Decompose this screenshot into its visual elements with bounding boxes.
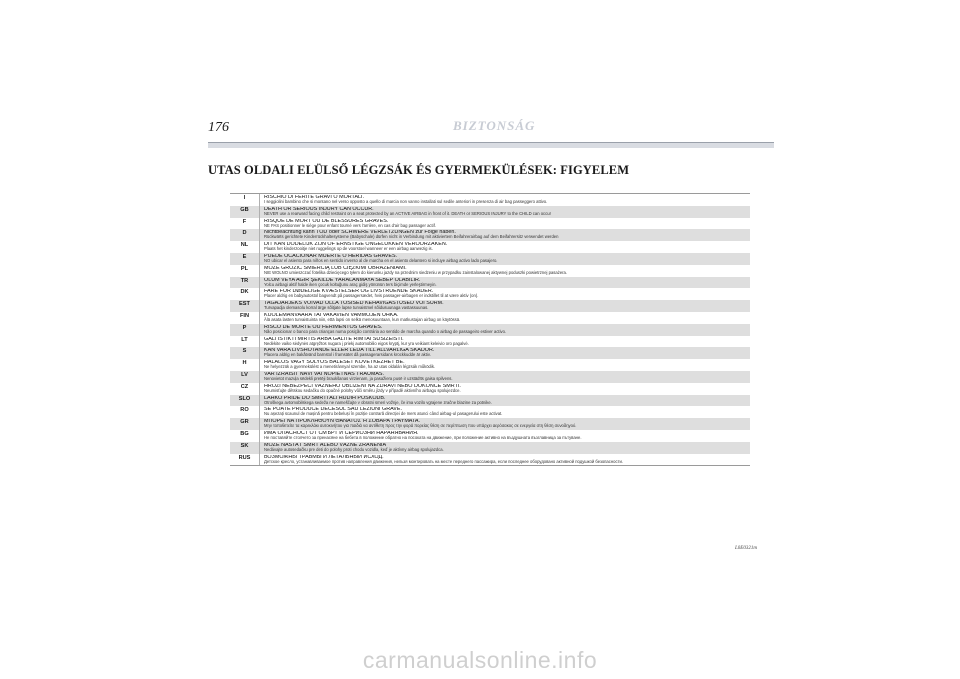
warning-text bbox=[260, 312, 750, 324]
warning-row bbox=[230, 206, 750, 218]
warning-row bbox=[230, 454, 750, 466]
warning-row bbox=[230, 324, 750, 336]
warning-title: ИМА ОПАСНОСТ ОТ СМЪРТ И СЕРИОЗНИ НАРАНЯВАНИЯ. bbox=[264, 430, 419, 436]
warning-detail: NE PAS positionner le siège pour enfant tourné vers l'arrière, en cas d'air bag passager actif. bbox=[264, 222, 436, 228]
page-number: 176 bbox=[208, 120, 229, 135]
language-code: F bbox=[230, 218, 260, 230]
language-code: LT bbox=[230, 336, 260, 348]
warning-title: GALI IŠTIKTI MIRTIS ARBA GALITE RIMTAI SUSIŽEISTI. bbox=[264, 336, 404, 342]
warning-title: HALÁLOS VAGY SÚLYOS BALESET KÖVETKEZHET BE. bbox=[264, 360, 405, 366]
language-code: RO bbox=[230, 406, 260, 418]
warning-detail: Μην τοποθετείτε τα καρεκλάκι αυτοκινήτου για παιδιά να αντίθετη προς την φορά πορείας θέση σε περίπτωση που υπάρχει αερόσακος σε ενεργεία στη θέση συνοδηγού. bbox=[264, 423, 577, 429]
warning-text bbox=[260, 430, 750, 442]
warning-text bbox=[260, 371, 750, 383]
header-divider bbox=[208, 142, 774, 148]
airbag-warning-table bbox=[230, 193, 750, 466]
warning-text bbox=[260, 406, 750, 418]
warning-detail: Nedėkite vaiko sėdynės atgręžtos nugara į priekį automobilio eigos kryptį, kur yra veikiant keleivio oro pagalvė. bbox=[264, 340, 469, 346]
warning-row bbox=[230, 430, 750, 442]
warning-title: RISQUE DE MORT OU DE BLESSURES GRAVES. bbox=[264, 218, 389, 224]
warning-title: RISCO DE MORTE OU FERIMENTOS GRAVES. bbox=[264, 324, 383, 330]
warning-detail: Não posicionar o banco para crianças numa posição contrária ao sentido de marcha quando o airbag de passageiro estiver activo. bbox=[264, 328, 507, 334]
warning-title: PUEDE OCACIONAR MUERTE O HERIDAS GRAVES. bbox=[264, 253, 398, 259]
warning-title: FARE FOR DØDELIGE KVÆSTELSER OG LIVSTRUENDE SKADER. bbox=[264, 289, 434, 295]
warning-text bbox=[260, 288, 750, 300]
warning-row bbox=[230, 253, 750, 265]
language-code: SLO bbox=[230, 395, 260, 407]
warning-row bbox=[230, 241, 750, 253]
warning-text bbox=[260, 359, 750, 371]
warning-row bbox=[230, 265, 750, 277]
language-code: BG bbox=[230, 430, 260, 442]
language-code: PL bbox=[230, 265, 260, 277]
language-code: I bbox=[230, 194, 260, 206]
warning-row bbox=[230, 383, 750, 395]
warning-row bbox=[230, 359, 750, 371]
warning-text bbox=[260, 194, 750, 206]
warning-detail: Yolcu airbagi aktif halde iken çocuk koltuğunu araç gidiş yönünün ters biçimde yerleştirmeyin. bbox=[264, 281, 437, 287]
warning-title: RISCHIO DI FERITE GRAVI O MORTALI. bbox=[264, 195, 365, 200]
warning-detail: Не поставяйте столчето за пренасяне на бебета в положение обратно на посоката на движение, при положение активно на въздушната възглавница за пътуване. bbox=[264, 435, 582, 441]
warning-detail: Детское кресло, устанавливаемое против направления движения, нельзя монтировать на месте переднего пассажира, если последнее оборудовано активной подушкой безопасности. bbox=[264, 458, 624, 464]
warning-title: LAHKO PRIDE DO SMRTI ALI HUDIH POŠKODB. bbox=[264, 395, 386, 401]
language-code: CZ bbox=[230, 383, 260, 395]
warning-text bbox=[260, 418, 750, 430]
warning-text bbox=[260, 347, 750, 359]
language-code: FIN bbox=[230, 312, 260, 324]
warning-row bbox=[230, 347, 750, 359]
warning-text bbox=[260, 241, 750, 253]
warning-text bbox=[260, 336, 750, 348]
warning-detail: Nu așezați scaunul de mașină pentru bebeluși în poziție contrară direcției de mers atunci când airbag-ul pasagerului este activat. bbox=[264, 411, 503, 417]
language-code: EST bbox=[230, 300, 260, 312]
warning-text bbox=[260, 253, 750, 265]
warning-detail: NEVER use a rearward facing child restraint on a seat protected by an ACTIVE AIRBAG in front of it. DEATH or SERIOUS INJURY to the CHILD can occur bbox=[264, 210, 551, 216]
warning-detail: Otroškega avtomobilskega sedeža ne nameščajte v obratni smeri vožnje, če ima vozilo vgrajene zračne blazine za potnike. bbox=[264, 399, 492, 405]
page-heading: UTAS OLDALI ELÜLSŐ LÉGZSÁK ÉS GYERMEKÜLÉSEK: FIGYELEM bbox=[208, 163, 630, 177]
language-code: P bbox=[230, 324, 260, 336]
warning-row bbox=[230, 442, 750, 454]
warning-title: VAR IZRAISĪT NĀVI VAI NOPIETNAS TRAUMAS. bbox=[264, 371, 385, 377]
warning-title: KUOLEMANVAARA TAI VAKAVIEN VAMMOJEN UHKA. bbox=[264, 312, 399, 318]
warning-detail: Älä asata lasten turvaistuinta niin, että lapsi on selkä menosuuntaan, kun matkustajan airbag on käytössä. bbox=[264, 317, 461, 323]
warning-text bbox=[260, 265, 750, 277]
warning-title: Nichtbeachtung kann TOD oder SCHWERE VERLETZUNGEN zur Folge haben. bbox=[264, 230, 456, 236]
warning-row bbox=[230, 336, 750, 348]
language-code: D bbox=[230, 229, 260, 241]
warning-detail: Placera aldrig en bakåtvänd barnstol i framsätet då passagerarsidans krockkudde är aktiv. bbox=[264, 352, 431, 358]
warning-row bbox=[230, 371, 750, 383]
language-code: GB bbox=[230, 206, 260, 218]
language-code: H bbox=[230, 359, 260, 371]
language-code: E bbox=[230, 253, 260, 265]
warning-row bbox=[230, 194, 750, 206]
warning-title: MÔŽE NASTAŤ SMRŤ ALEBO VÁŽNE ZRANENIA bbox=[264, 442, 387, 448]
warning-text bbox=[260, 218, 750, 230]
warning-row bbox=[230, 300, 750, 312]
warning-row bbox=[230, 277, 750, 289]
warning-text bbox=[260, 324, 750, 336]
warning-title: MOŻE GROZIĆ ŚMIERCIĄ LUB CIĘŻKIMI OBRAŻENIAMI. bbox=[264, 265, 407, 271]
warning-text bbox=[260, 300, 750, 312]
language-code: NL bbox=[230, 241, 260, 253]
warning-title: SE POATE PRODUCE DECESUL SAU LEZIUNI GRAVE. bbox=[264, 407, 402, 413]
warning-row bbox=[230, 406, 750, 418]
warning-row bbox=[230, 312, 750, 324]
warning-text bbox=[260, 206, 750, 218]
language-code: SK bbox=[230, 442, 260, 454]
warning-detail: NO ubicar el asiento para niños en sentido inverso al de marcha en el asiento delantero si incluye airbag activo lado pasajero. bbox=[264, 258, 498, 264]
warning-detail: Ne helyezzük a gyermekülést a menetiránnyal szembe, ha az utas oldalán légzsák működik. bbox=[264, 364, 436, 370]
warning-row bbox=[230, 418, 750, 430]
section-title: BIZTONSÁG bbox=[453, 118, 536, 133]
warning-detail: Rückwärts gerichtete Kinderrückhaltesysteme (Babyschale) dürfen nicht in Verbindung mit aktiviertem Beifahrerairbag auf dem Beifahrersitz verwendet werden bbox=[264, 234, 559, 240]
warning-title: TAGAJÄRJEKS VÕIVAD OLLA TÕSISED KEHAVIGASTUSED VÕI SURM. bbox=[264, 301, 444, 307]
warning-detail: Nedávajte autosedačku pre deti do polohy proti chodu vozidla, keď je aktívny airbag spolujazdca. bbox=[264, 446, 444, 452]
warning-row bbox=[230, 218, 750, 230]
warning-title: KAN VARA LIVSHOTANDE ELLER LEDA TILL ALLVARLIGA SKADOR. bbox=[264, 348, 435, 354]
language-code: S bbox=[230, 347, 260, 359]
figure-code: L0E0321m bbox=[735, 546, 757, 551]
warning-title: ВОЗМОЖНЫ ТРАВМЫ И ЛЕТАЛЬНЫЙ ИСХОД. bbox=[264, 454, 384, 460]
watermark: carmanualsonline.info bbox=[362, 647, 598, 673]
warning-text bbox=[260, 442, 750, 454]
warning-row bbox=[230, 288, 750, 300]
warning-text bbox=[260, 383, 750, 395]
language-code: TR bbox=[230, 277, 260, 289]
warning-row bbox=[230, 229, 750, 241]
warning-detail: Nenovietot mazuļa sēdekli pretēji braukšanas virzienam, ja pasažiera pusē ir uzstādīts gaisa spilvens. bbox=[264, 376, 453, 382]
warning-title: HROZÍ NEBEZPEČÍ VÁŽNÉHO UBLÍŽENÍ NA ZDRAVÍ NEBO DOKONCE SMRTI. bbox=[264, 383, 461, 389]
language-code: GR bbox=[230, 418, 260, 430]
warning-detail: Plaats het kinderzooitje niet ruggelings op de voorstoel wanneer er een airbag aanwezig is. bbox=[264, 246, 433, 252]
warning-row bbox=[230, 395, 750, 407]
warning-text bbox=[260, 395, 750, 407]
language-code: RUS bbox=[230, 454, 260, 466]
warning-detail: Turvapadja olemasolu korral ärge sõitjate lapse turvaistmel sõidusuunaga vastassuunas. bbox=[264, 305, 429, 311]
warning-detail: I seggiolini bambino che si montano nel verso opposto a quello di marcia non vanno installati sul sedile anteriori in presenza di air bag passeggero attivo. bbox=[264, 199, 548, 205]
warning-text bbox=[260, 277, 750, 289]
warning-title: ΜΠΟΡΕΙ ΝΑ ΠΡΟΚΛΗΘΟΥΝ ΘΑΝΑΤΟΣ Ή ΣΟΒΑΡΑ ΤΡΑΥΜΑΤΑ. bbox=[264, 419, 420, 425]
warning-title: DIT KAN DODELIJK ZIJN OF ERNSTIGE ONGELUKKEN VEROORZAKEN. bbox=[264, 242, 448, 248]
warning-detail: NIE WOLNO umieszczać fotelika dziecięcego tyłem do kierunku jazdy na przednim siedzeniu w przypadku zainstalowanej aktywnej poduszki powietrznej pasażera. bbox=[264, 269, 568, 275]
language-code: LV bbox=[230, 371, 260, 383]
warning-title: DEATH OR SERIOUS INJURY CAN OCCUR. bbox=[264, 206, 374, 212]
warning-detail: Placer aldrig en babyautostol bagvendt på passagersædet, hvis passager-airbagen er indstillet til at være aktiv (on). bbox=[264, 293, 479, 299]
warning-detail: Neumisťujte dětskou sedačku do opačné polohy vůči směru jízdy v případě aktivního airbagu spolujezdce. bbox=[264, 387, 461, 393]
warning-text bbox=[260, 454, 750, 466]
language-code: DK bbox=[230, 288, 260, 300]
warning-text bbox=[260, 229, 750, 241]
warning-title: ÖLÜM VEYA AĞIR ŞEKİLDE YARALANMAYA SEBEP OLABİLİR. bbox=[264, 277, 421, 283]
